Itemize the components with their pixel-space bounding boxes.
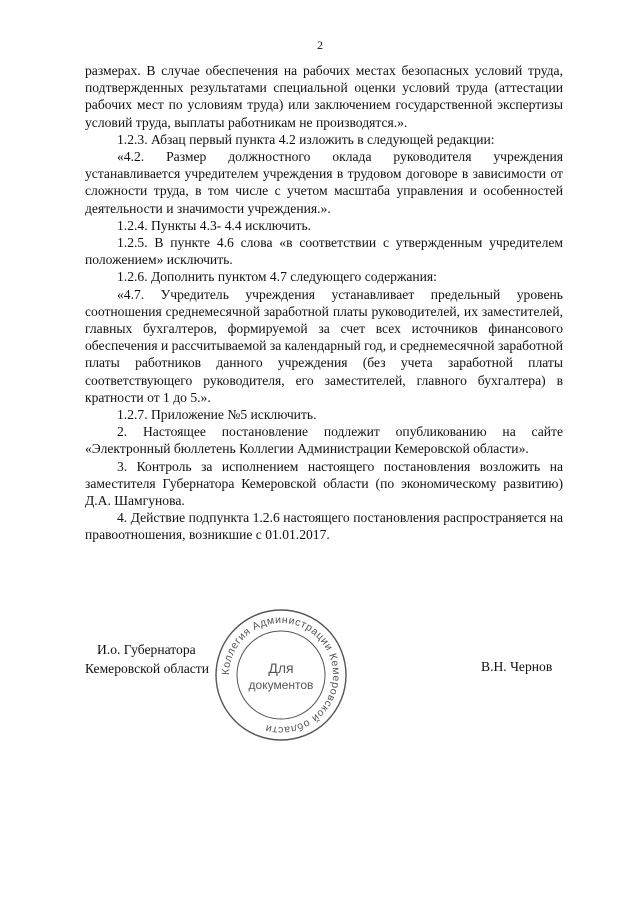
signatory-position-line2: Кемеровской области	[85, 661, 210, 676]
paragraph-4: 4. Действие подпункта 1.2.6 настоящего постановления распространяется на правоотношения, возникшие с 01.01.2017.	[85, 510, 563, 543]
paragraph-quote-4-2: «4.2. Размер должностного оклада руководителя учреждения устанавливается учредителем учреждения в трудовом договоре в зависимости от сложности труда, в том числе с учетом масштаба управления и особенностей деятельности и значимости учреждения.».	[85, 149, 563, 216]
paragraph-1-2-7: 1.2.7. Приложение №5 исключить.	[117, 407, 317, 423]
stamp-ring-text: Коллегия Администрации Кемеровской области	[219, 613, 343, 737]
paragraph-1-2-6: 1.2.6. Дополнить пунктом 4.7 следующего содержания:	[117, 269, 437, 285]
paragraph-quote-4-7: «4.7. Учредитель учреждения устанавливает предельный уровень соотношения среднемесячной заработной платы руководителей, их заместителей, главных бухгалтеров, формируемой за счет всех источников финансового обеспечения и рассчитываемой за календарный год, и среднемесячной заработной платы работников данного учреждения (без учета заработной платы соответствующего руководителя, его заместителей, главного бухгалтера) в кратности от 1 до 5.».	[85, 286, 563, 405]
document-body	[85, 62, 563, 544]
signatory-position-line1: И.о. Губернатора	[97, 642, 196, 657]
page-number: 2	[317, 38, 323, 52]
paragraph-1-2-3: 1.2.3. Абзац первый пункта 4.2 изложить в следующей редакции:	[117, 131, 495, 147]
paragraph-continuation: размерах. В случае обеспечения на рабочих местах безопасных условий труда, подтвержденных результатами специальной оценки условий труда (аттестации рабочих мест по условиям труда) или заключением государственной экспертизы условий труда, выплаты работникам не производятся.».	[85, 63, 563, 130]
paragraph-1-2-4: 1.2.4. Пункты 4.3- 4.4 исключить.	[117, 217, 312, 233]
official-stamp	[213, 607, 349, 743]
paragraph-3: 3. Контроль за исполнением настоящего постановления возложить на заместителя Губернатора Кемеровской области (по экономическому развитию) Д.А. Шамгунова.	[85, 458, 563, 509]
signatory-name: В.Н. Чернов	[481, 659, 553, 674]
signatory-position	[85, 640, 209, 678]
stamp-center-line1: Для	[268, 660, 294, 676]
paragraph-2: 2. Настоящее постановление подлежит опубликованию на сайте «Электронный бюллетень Коллегии Администрации Кемеровской области».	[85, 424, 563, 457]
stamp-center-line2: документов	[248, 678, 314, 692]
paragraph-1-2-5: 1.2.5. В пункте 4.6 слова «в соответствии с утвержденным учредителем положением» исключить.	[85, 235, 563, 268]
